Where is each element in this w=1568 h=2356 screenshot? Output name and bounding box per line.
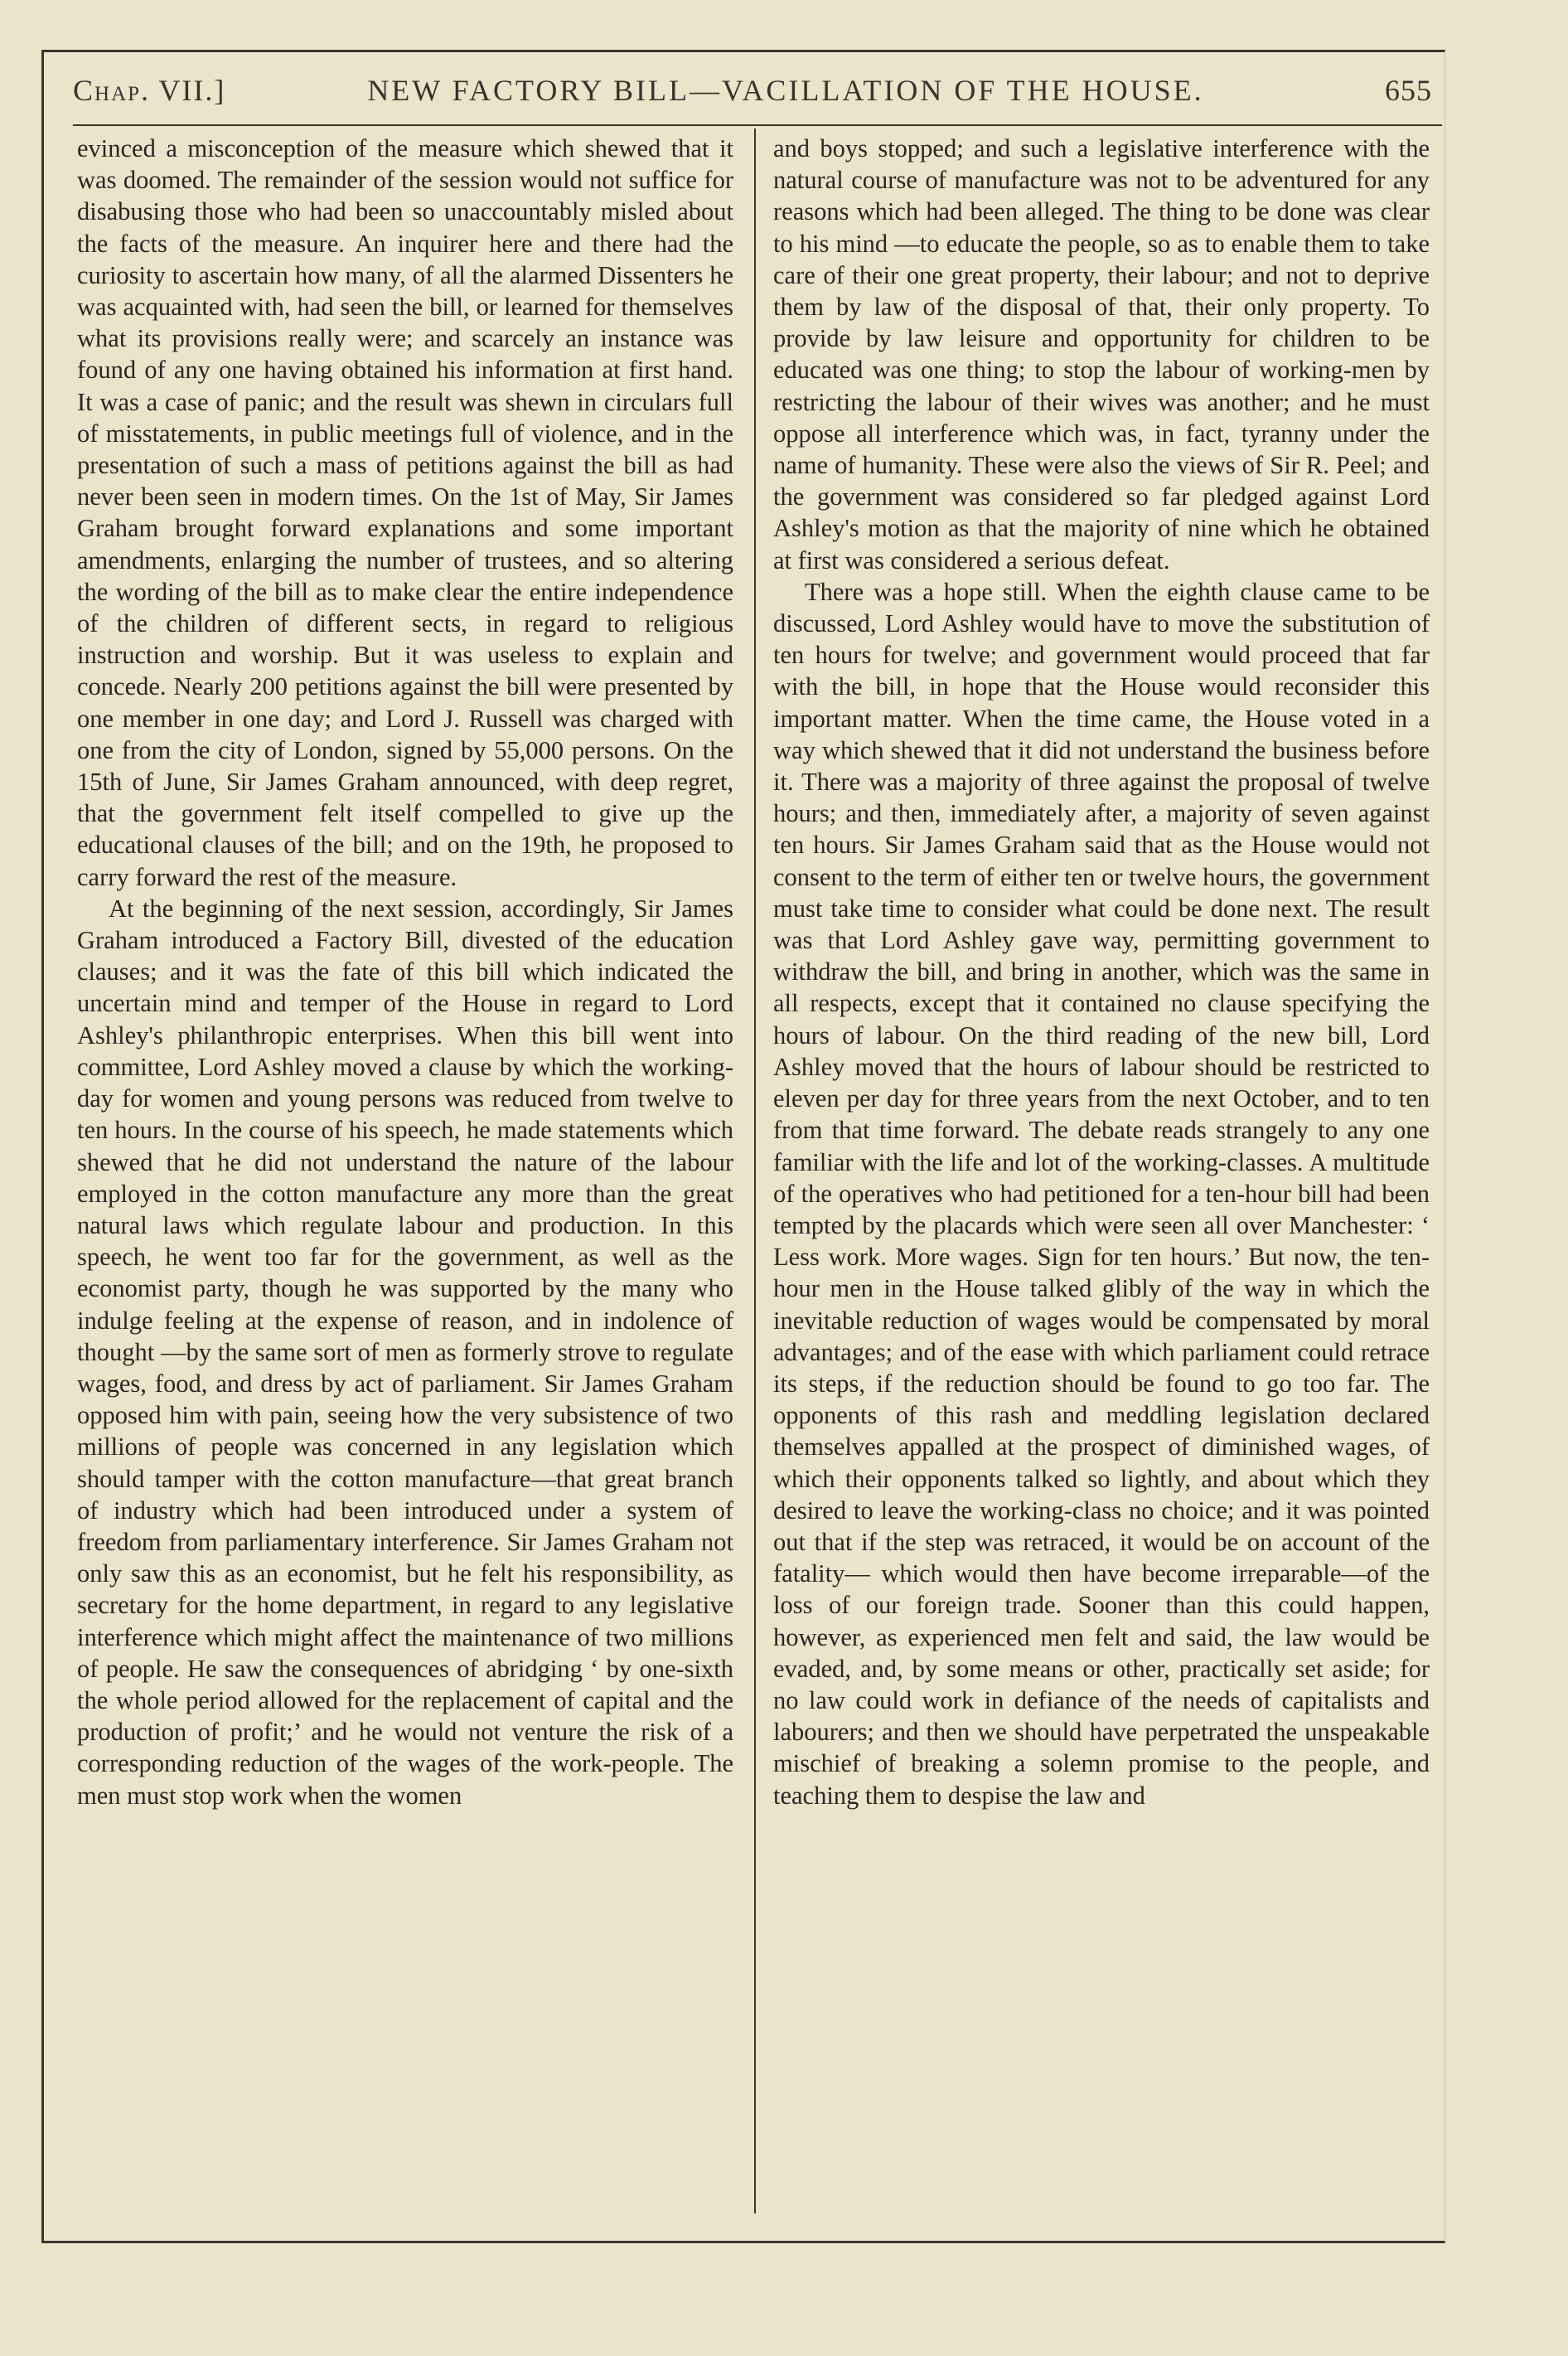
chapter-label: Chap. VII.]	[73, 74, 226, 107]
right-paragraph-1: and boys stopped; and such a legislative interference with the natural course of manufacture was not to be adventured for any reasons which had been alleged. The thing to be done was clear to his mind —to educate the people, so as to enable them to take care of their one great property, their labour; and not to deprive them by law of the disposal of that, their only property. To provide by law leisure and opportunity for children to be educated was one thing; to stop the labour of working-men by restricting the labour of their wives was another; and he must oppose all interference which was, in fact, tyranny under the name of humanity. These were also the views of Sir R. Peel; and the government was considered so far pledged against Lord Ashley's motion as that the majority of nine which he obtained at first was considered a serious defeat.	[773, 134, 1430, 574]
right-column	[773, 133, 1430, 1811]
running-title: NEW FACTORY BILL—VACILLATION OF THE HOUSE.	[367, 74, 1204, 107]
running-header	[73, 73, 1432, 123]
left-paragraph-1: evinced a misconception of the measure which shewed that it was doomed. The remainder of the session would not suffice for disabusing those who had been so unaccountably misled about the facts of the measure. An inquirer here and there had the curiosity to ascertain how many, of all the alarmed Dissenters he was acquainted with, had seen the bill, or learned for themselves what its provisions really were; and scarcely an instance was found of any one having obtained his information at first hand. It was a case of panic; and the result was shewn in circulars full of misstatements, in public meetings full of violence, and in the presentation of such a mass of petitions against the bill as had never been seen in modern times. On the 1st of May, Sir James Graham brought forward explanations and some important amendments, enlarging the number of trustees, and so altering the wording of the bill as to make clear the entire independence of the children of different sects, in regard to religious instruction and worship. But it was useless to explain and concede. Nearly 200 petitions against the bill were presented by one member in one day; and Lord J. Russell was charged with one from the city of London, signed by 55,000 persons. On the 15th of June, Sir James Graham announced, with deep regret, that the government felt itself compelled to give up the educational clauses of the bill; and on the 19th, he proposed to carry forward the rest of the measure.	[77, 134, 733, 891]
left-paragraph-2: At the beginning of the next session, accordingly, Sir James Graham introduced a Factory Bill, divested of the education clauses; and it was the fate of this bill which indicated the uncertain mind and temper of the House in regard to Lord Ashley's philanthropic enterprises. When this bill went into committee, Lord Ashley moved a clause by which the working-day for women and young persons was reduced from twelve to ten hours. In the course of his speech, he made statements which shewed that he did not understand the nature of the labour employed in the cotton manufacture any more than the great natural laws which regulate labour and production. In this speech, he went too far for the government, as well as the economist party, though he was supported by the many who indulge feeling at the expense of reason, and in indolence of thought —by the same sort of men as formerly strove to regulate wages, food, and dress by act of parliament. Sir James Graham opposed him with pain, seeing how the very subsistence of two millions of people was concerned in any legislation which should tamper with the cotton manufacture—that great branch of industry which had been introduced under a system of freedom from parliamentary interference. Sir James Graham not only saw this as an economist, but he felt his responsibility, as secretary for the home department, in regard to any legislative interference which might affect the maintenance of two millions of people. He saw the consequences of abridging ‘ by one-sixth the whole period allowed for the replacement of capital and the production of profit;’ and he would not venture the risk of a corresponding reduction of the wages of the work-people. The men must stop work when the women	[77, 894, 733, 1810]
page-number: 655	[1385, 74, 1432, 107]
header-rule	[73, 124, 1442, 126]
left-column	[77, 133, 733, 1811]
right-paragraph-2: There was a hope still. When the eighth clause came to be discussed, Lord Ashley would have to move the substitution of ten hours for twelve; and government would proceed that far with the bill, in hope that the House would reconsider this important matter. When the time came, the House voted in a way which shewed that it did not understand the business before it. There was a majority of three against the proposal of twelve hours; and then, immediately after, a majority of seven against ten hours. Sir James Graham said that as the House would not consent to the term of either ten or twelve hours, the government must take time to consider what could be done next. The result was that Lord Ashley gave way, permitting government to withdraw the bill, and bring in another, which was the same in all respects, except that it contained no clause specifying the hours of labour. On the third reading of the new bill, Lord Ashley moved that the hours of labour should be restricted to eleven per day for three years from the next October, and to ten from that time forward. The debate reads strangely to any one familiar with the life and lot of the working-classes. A multitude of the operatives who had petitioned for a ten-hour bill had been tempted by the placards which were seen all over Manchester: ‘ Less work. More wages. Sign for ten hours.’ But now, the ten-hour men in the House talked glibly of the way in which the inevitable reduction of wages would be compensated by moral advantages; and of the ease with which parliament could retrace its steps, if the reduction should be found to go too far. The opponents of this rash and meddling legislation declared themselves appalled at the prospect of diminished wages, of which their opponents talked so lightly, and about which they desired to leave the working-class no choice; and it was pointed out that if the step was retraced, it would be on account of the fatality— which would then have become irreparable—of the loss of our foreign trade. Sooner than this could happen, however, as experienced men felt and said, the law would be evaded, and, by some means or other, practically set aside; for no law could work in defiance of the needs of capitalists and labourers; and then we should have perpetrated the unspeakable mischief of breaking a solemn promise to the people, and teaching them to despise the law and	[773, 577, 1430, 1810]
column-divider	[754, 128, 756, 2213]
